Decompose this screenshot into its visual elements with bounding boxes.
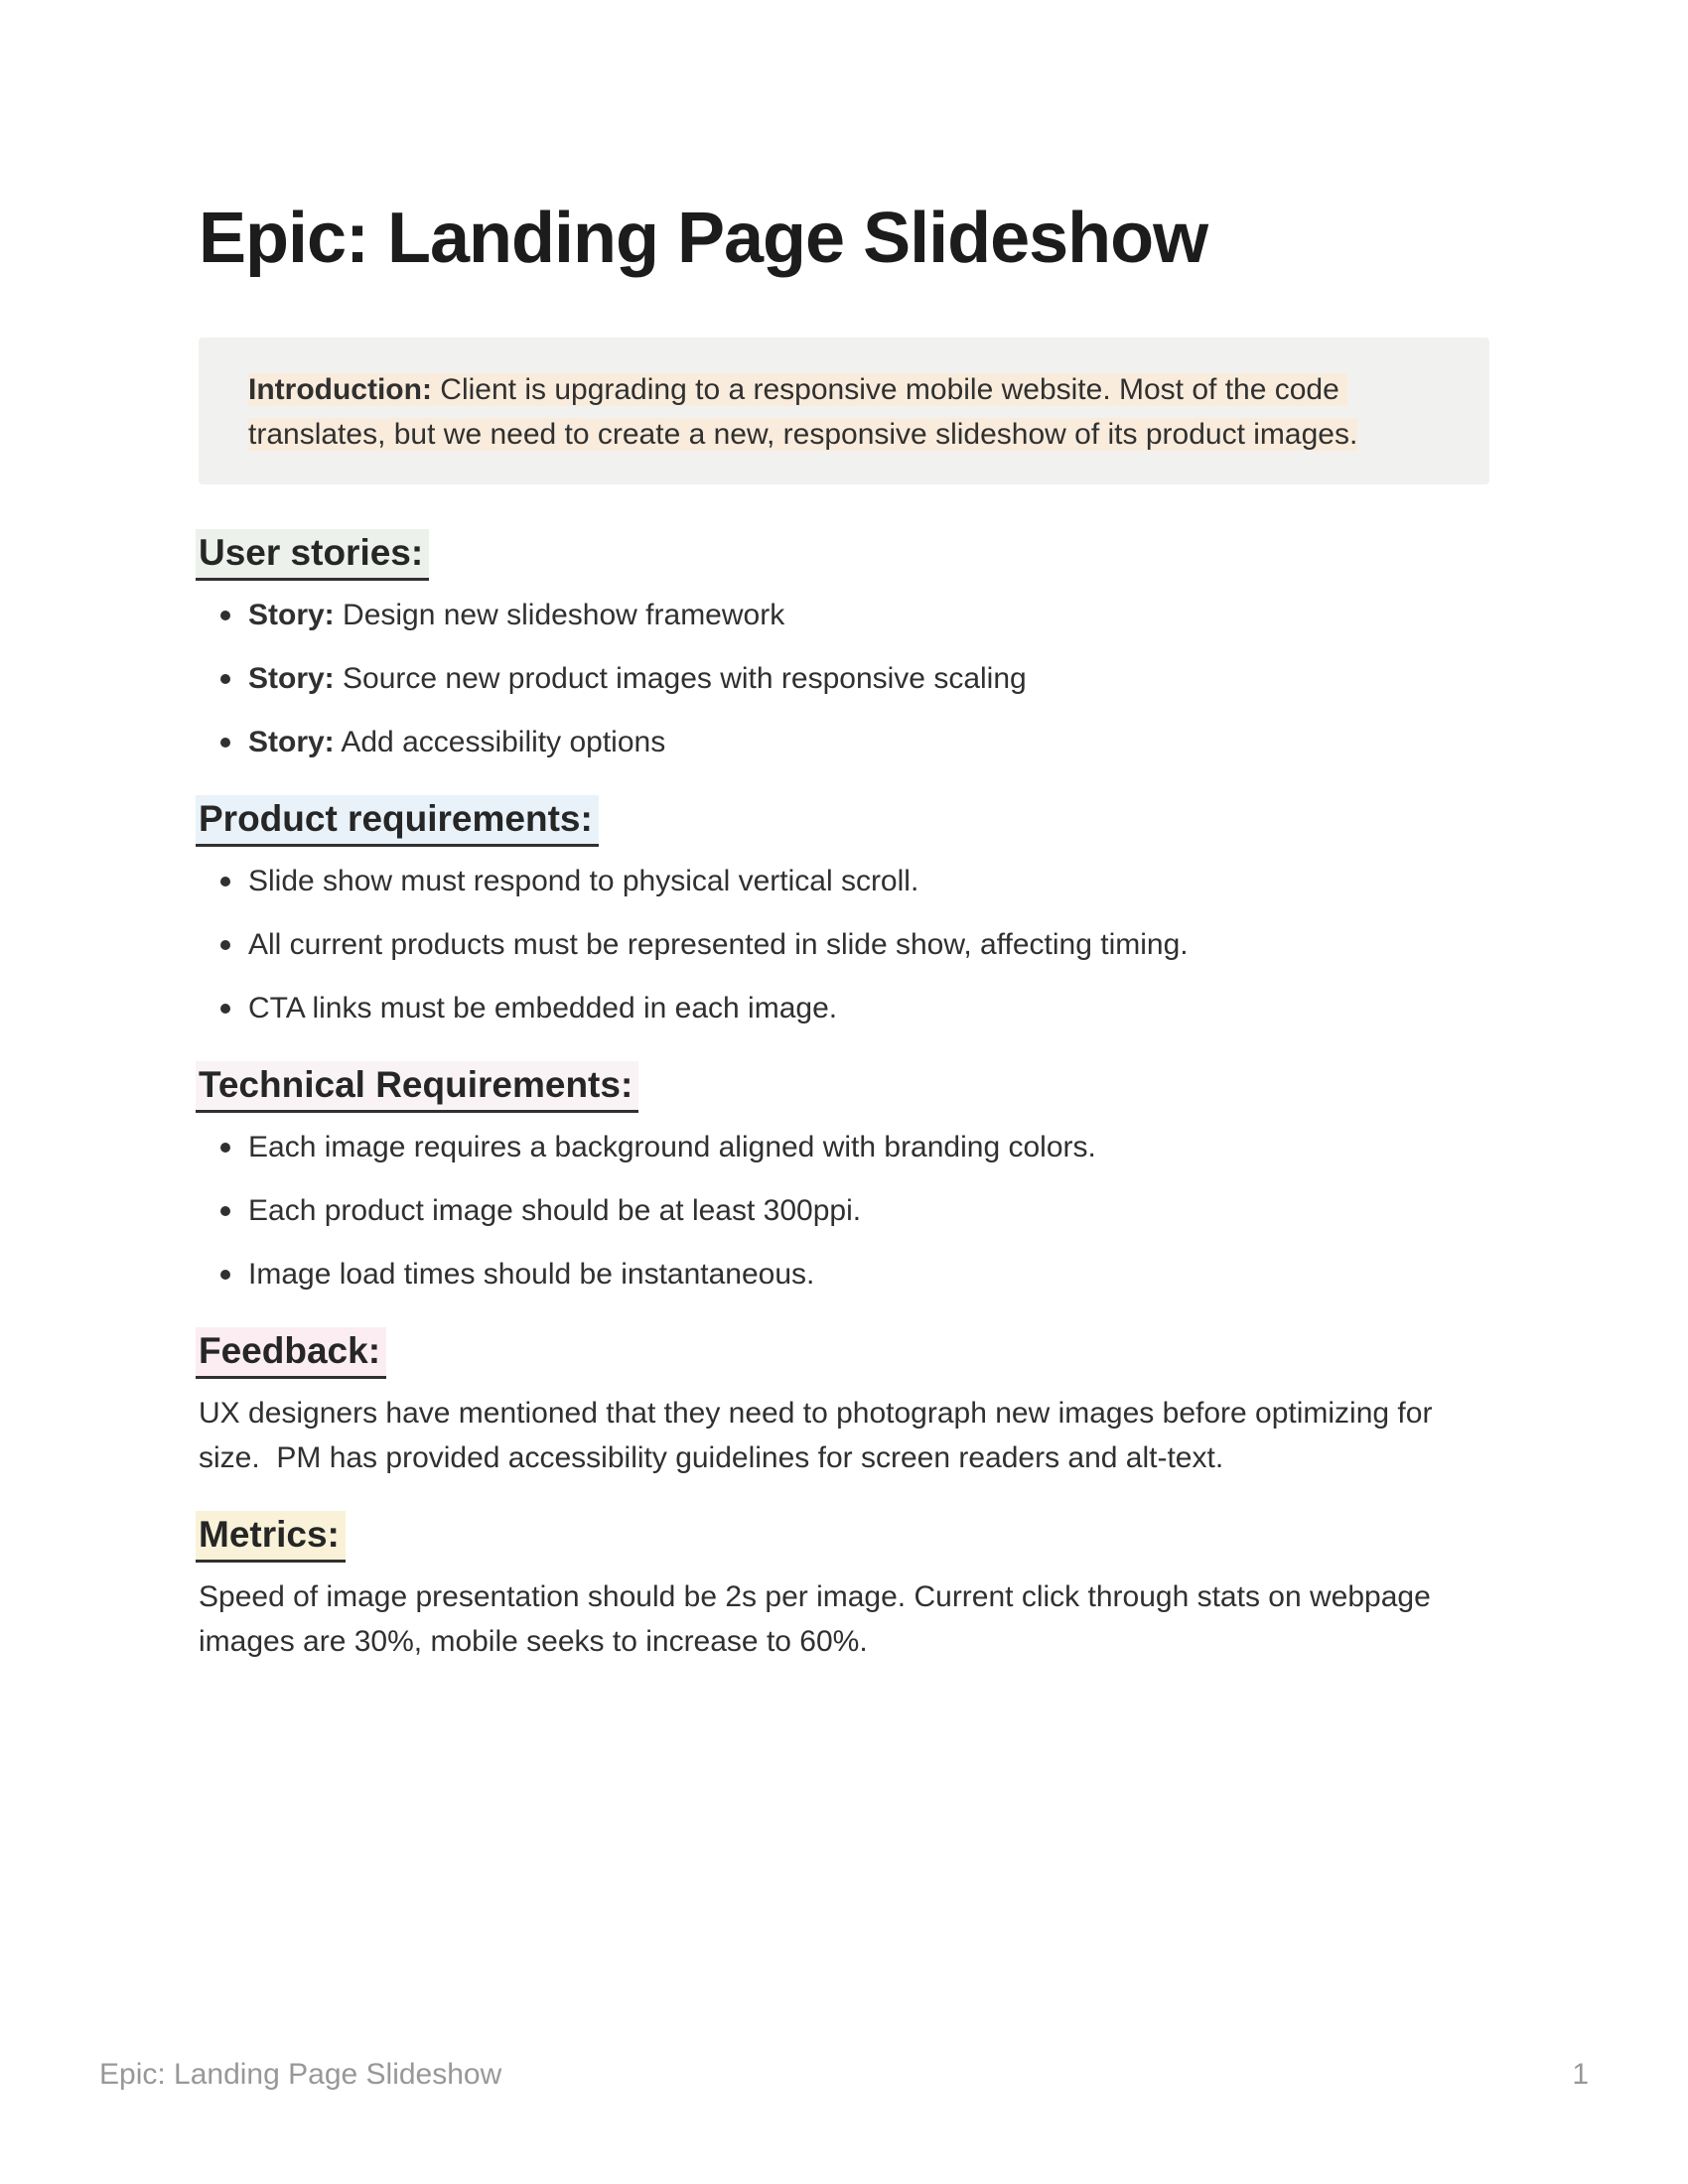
list-item-text: Image load times should be instantaneous.	[248, 1258, 815, 1291]
list-item-text: All current products must be represented in slide show, affecting timing.	[248, 928, 1189, 961]
bullet-dot-icon	[220, 611, 230, 620]
list-item-text: CTA links must be embedded in each image.	[248, 992, 838, 1024]
feedback-paragraph: UX designers have mentioned that they need to photograph new images before optimizing for size. PM has provided accessibility guidelines for screen readers and alt-text.	[199, 1397, 1441, 1474]
list-item	[199, 1252, 1489, 1297]
section-heading-metrics	[199, 1512, 1489, 1558]
list-item-text: Each product image should be at least 300ppi.	[248, 1194, 862, 1227]
list-item	[199, 986, 1489, 1030]
list-item	[199, 859, 1489, 903]
section-heading-highlight: Feedback:	[196, 1327, 386, 1379]
list-item	[199, 1125, 1489, 1169]
list-item	[199, 1188, 1489, 1233]
section-metrics	[199, 1512, 1489, 1664]
list-item-label: Story:	[248, 599, 335, 631]
footer-page-number: 1	[1572, 2058, 1589, 2091]
list-item	[199, 720, 1489, 764]
list-item-text: Slide show must respond to physical vertical scroll.	[248, 865, 919, 897]
list-item-text: Add accessibility options	[334, 726, 666, 758]
bullet-dot-icon	[220, 940, 230, 950]
list-item	[199, 593, 1489, 637]
section-heading-highlight: Technical Requirements:	[196, 1061, 638, 1113]
list-item-label: Story:	[248, 662, 335, 695]
section-heading-user-stories	[199, 530, 1489, 576]
bullet-dot-icon	[220, 1270, 230, 1280]
footer-document-title: Epic: Landing Page Slideshow	[99, 2058, 502, 2091]
section-feedback	[199, 1328, 1489, 1480]
intro-label: Introduction:	[248, 373, 432, 406]
intro-text: Client is upgrading to a responsive mobile website. Most of the code translates, but we need to create a new, responsive slideshow of its product images.	[248, 373, 1358, 451]
list-item-label: Story:	[248, 726, 335, 758]
list-item	[199, 922, 1489, 967]
bullet-dot-icon	[220, 1143, 230, 1153]
section-product-requirements	[199, 796, 1489, 1030]
page-footer	[99, 2057, 1589, 2093]
bullet-dot-icon	[220, 1004, 230, 1014]
metrics-paragraph: Speed of image presentation should be 2s per image. Current click through stats on webpage images are 30%, mobile seeks to increase to 60%.	[199, 1580, 1440, 1658]
bullet-dot-icon	[220, 738, 230, 748]
intro-callout-box	[199, 338, 1489, 484]
list-item-text: Each image requires a background aligned with branding colors.	[248, 1131, 1096, 1163]
section-heading-feedback	[199, 1328, 1489, 1374]
section-heading-product-requirements	[199, 796, 1489, 842]
list-item-text: Design new slideshow framework	[334, 599, 785, 631]
bullet-dot-icon	[220, 877, 230, 887]
section-technical-requirements	[199, 1062, 1489, 1297]
list-item	[199, 656, 1489, 701]
section-heading-technical-requirements	[199, 1062, 1489, 1108]
user-stories-list	[199, 593, 1489, 764]
product-requirements-list	[199, 859, 1489, 1030]
section-heading-highlight: Product requirements:	[196, 795, 599, 847]
list-item-text: Source new product images with responsive scaling	[334, 662, 1027, 695]
intro-highlighted-text	[248, 373, 1357, 451]
section-user-stories	[199, 530, 1489, 764]
section-heading-highlight: Metrics:	[196, 1511, 346, 1563]
document-title: Epic: Landing Page Slideshow	[199, 199, 1208, 278]
section-heading-highlight: User stories:	[196, 529, 429, 581]
bullet-dot-icon	[220, 674, 230, 684]
technical-requirements-list	[199, 1125, 1489, 1297]
bullet-dot-icon	[220, 1206, 230, 1216]
